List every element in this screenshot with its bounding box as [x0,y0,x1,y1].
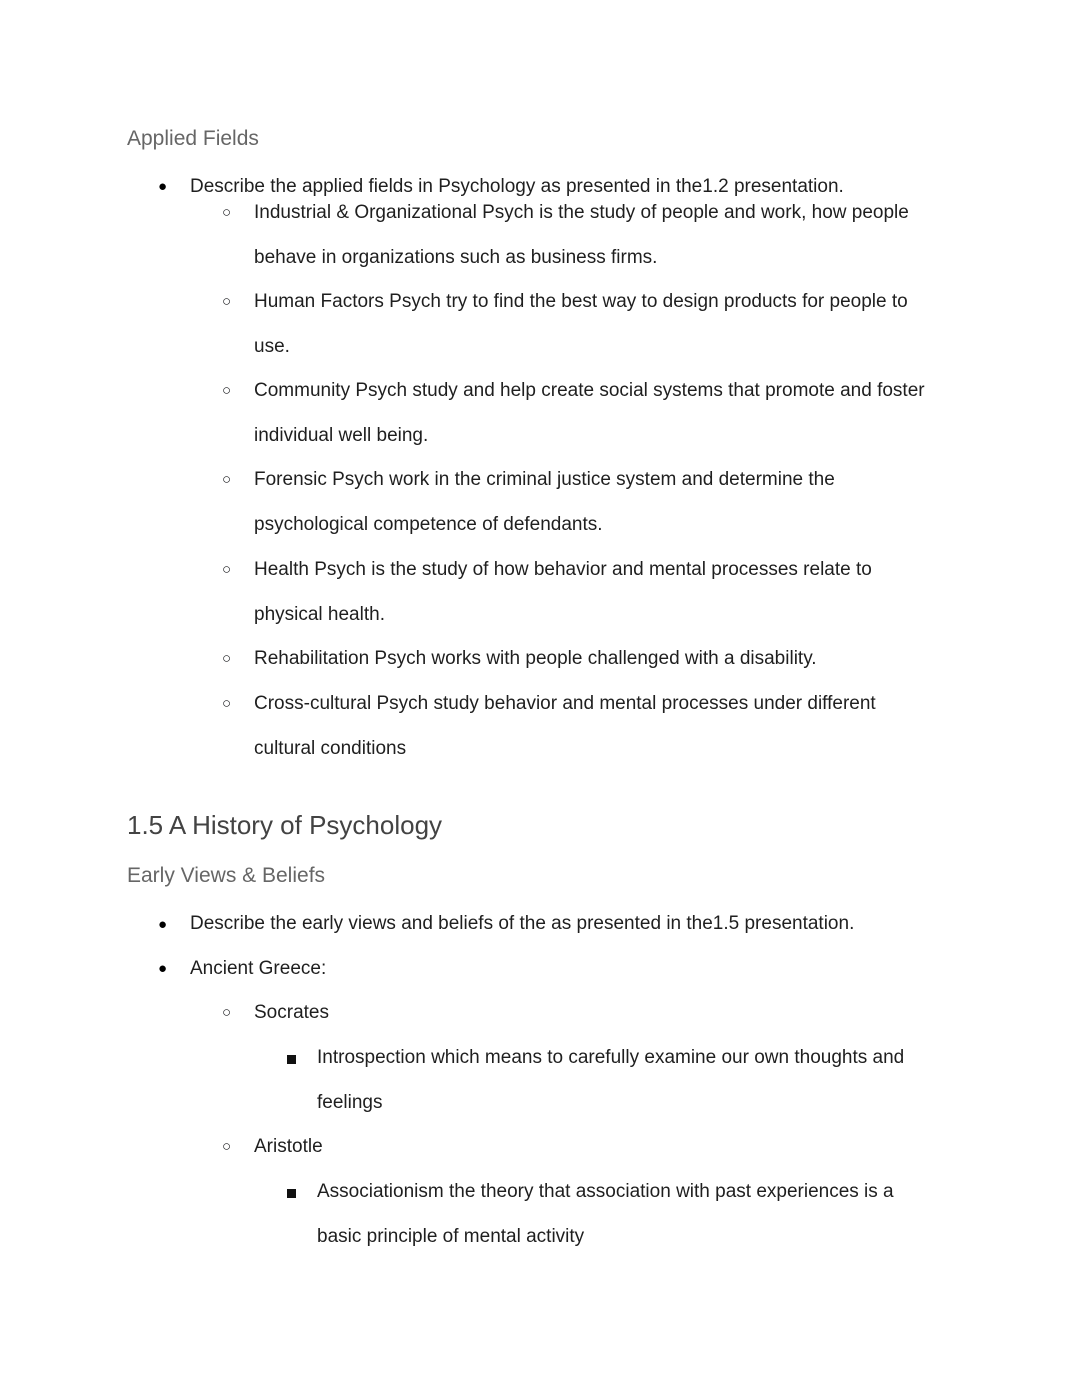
bullet-icon: ● [158,178,168,195]
circle-bullet-icon: ○ [222,1138,232,1155]
list-item-line: Industrial & Organizational Psych is the study of people and work, how people [254,202,909,223]
list-item-line: cultural conditions [254,738,407,759]
topic-ancient-greece: Ancient Greece: [190,958,327,979]
circle-bullet-icon: ○ [222,1004,232,1021]
list-item-line: Rehabilitation Psych works with people challenged with a disability. [254,648,817,669]
person-detail-line: basic principle of mental activity [317,1226,585,1247]
list-item-line: Cross-cultural Psych study behavior and mental processes under different [254,693,876,714]
person-name: Aristotle [254,1136,323,1157]
section-title-history: 1.5 A History of Psychology [127,810,443,840]
history-prompt: Describe the early views and beliefs of the as presented in the1.5 presentation. [190,913,855,934]
bullet-icon: ● [158,916,168,933]
person-detail-line: feelings [317,1092,383,1113]
list-item-line: Health Psych is the study of how behavior and mental processes relate to [254,559,872,580]
circle-bullet-icon: ○ [222,695,232,712]
person-name: Socrates [254,1002,329,1023]
applied-fields-prompt: Describe the applied fields in Psychology as presented in the1.2 presentation. [190,176,844,197]
list-item-line: physical health. [254,604,385,625]
list-item-line: Forensic Psych work in the criminal justice system and determine the [254,469,835,490]
circle-bullet-icon: ○ [222,561,232,578]
subheading-early-views: Early Views & Beliefs [127,864,326,887]
circle-bullet-icon: ○ [222,382,232,399]
list-item-line: psychological competence of defendants. [254,514,603,535]
square-bullet-icon [287,1189,296,1198]
person-detail-line: Introspection which means to carefully examine our own thoughts and [317,1047,905,1068]
person-detail-line: Associationism the theory that association with past experiences is a [317,1181,894,1202]
list-item-line: individual well being. [254,425,429,446]
circle-bullet-icon: ○ [222,293,232,310]
list-item-line: Community Psych study and help create social systems that promote and foster [254,380,925,401]
square-bullet-icon [287,1055,296,1064]
bullet-icon: ● [158,960,168,977]
list-item-line: use. [254,336,290,357]
list-item-line: behave in organizations such as business firms. [254,247,658,268]
circle-bullet-icon: ○ [222,471,232,488]
section-heading-applied-fields: Applied Fields [127,127,259,150]
circle-bullet-icon: ○ [222,650,232,667]
circle-bullet-icon: ○ [222,204,232,221]
list-item-line: Human Factors Psych try to find the best way to design products for people to [254,291,908,312]
